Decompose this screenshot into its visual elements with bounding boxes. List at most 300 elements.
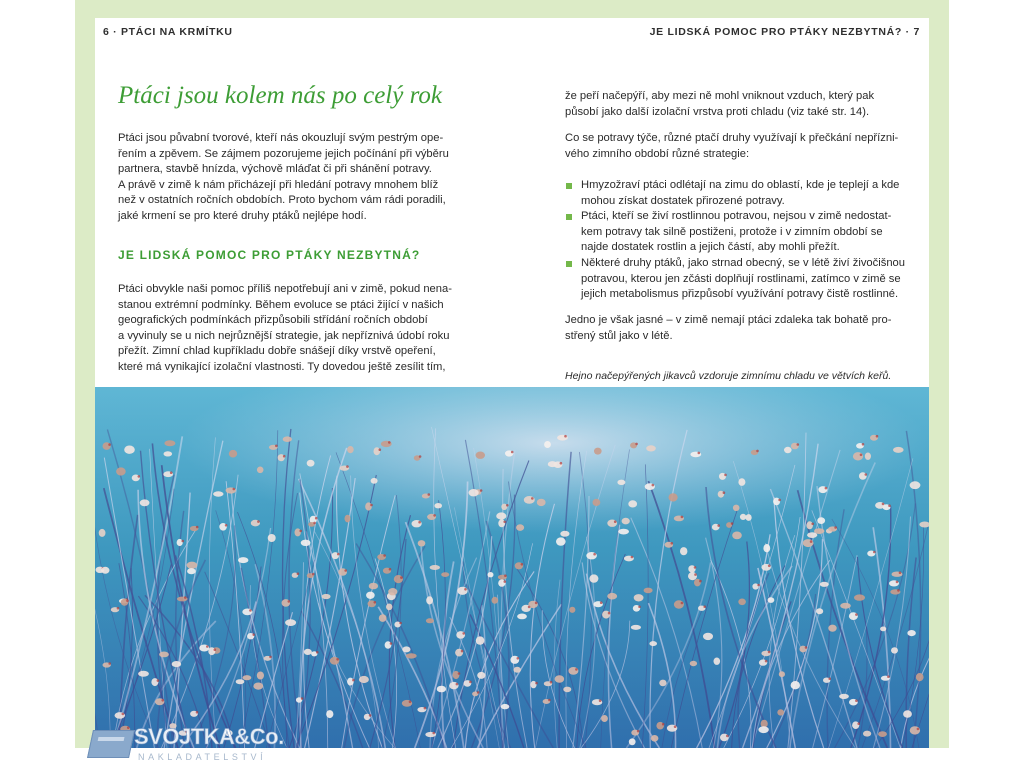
bird <box>492 597 499 604</box>
bird <box>680 547 687 555</box>
bird-face <box>825 487 828 490</box>
text-line: Ptáci jsou půvabní tvorové, kteří nás okouzlují svým pestrým ope- <box>118 132 444 144</box>
bird-face <box>206 645 209 648</box>
bird <box>589 574 598 582</box>
bird <box>649 641 657 646</box>
text-line: Ptáci obvykle naši pomoc příliš nepotřebují ani v zimě, pokud nena- <box>118 283 452 295</box>
bird-face <box>352 679 355 682</box>
bird <box>268 534 276 542</box>
bird <box>426 596 433 604</box>
bird-face <box>528 606 531 609</box>
bird-face <box>336 658 339 661</box>
publisher-name: SVOJTKA&Co. <box>134 724 284 749</box>
bird-face <box>703 605 706 608</box>
bird <box>345 515 351 523</box>
bird-face <box>860 454 863 457</box>
bird-face <box>456 683 459 686</box>
bird-face <box>855 613 858 616</box>
bird-face <box>765 660 768 663</box>
bird-face <box>564 435 567 438</box>
bird <box>733 505 740 511</box>
bird <box>777 709 784 715</box>
bird <box>891 647 898 653</box>
bird-face <box>504 580 507 583</box>
text-line: potravou, kterou jen zčásti doplňují rostlinami, zatímco v zimě se <box>581 272 901 285</box>
bird-face <box>196 711 199 714</box>
bird-face <box>214 648 217 651</box>
bird-face <box>828 677 831 680</box>
text-line: najde dostatek rostlin a jejich částí, aby mohli přežít. <box>581 241 840 254</box>
bird <box>477 672 485 679</box>
bird-face <box>897 589 900 592</box>
bird <box>457 587 467 595</box>
bird <box>151 678 158 686</box>
bird-face <box>299 530 302 533</box>
bird-face <box>117 607 120 610</box>
bird <box>560 531 569 537</box>
bird-face <box>855 699 858 702</box>
bird-face <box>257 520 260 523</box>
text-line: Hmyzožraví ptáci odlétají na zimu do oblastí, kde je teplejí a kde <box>581 179 900 191</box>
left-running-head: 6 · PTÁCI NA KRMÍTKU <box>103 26 233 38</box>
bird-face <box>275 445 278 448</box>
bird <box>828 625 836 632</box>
bird-face <box>252 633 255 636</box>
bird-face <box>535 682 538 685</box>
bird <box>524 496 535 504</box>
bird <box>187 568 196 574</box>
bird-face <box>469 681 472 684</box>
bird <box>418 540 426 546</box>
bird <box>690 661 697 666</box>
bird <box>426 618 434 623</box>
bird <box>556 537 566 545</box>
publisher-logo <box>78 720 284 768</box>
bird <box>740 514 746 520</box>
bird <box>537 499 546 506</box>
bird-face <box>638 606 641 609</box>
bird <box>555 675 565 682</box>
bird-face <box>389 568 392 571</box>
bird <box>738 599 746 606</box>
bird-face <box>409 701 412 704</box>
bird-face <box>383 554 386 557</box>
bird-face <box>428 493 431 496</box>
bird <box>257 467 264 474</box>
bird-face <box>548 699 551 702</box>
intro-paragraph <box>118 131 449 225</box>
text-line: které má vynikající izolační vlastnosti. Ty dovedou ještě zesílit tím, <box>118 360 446 373</box>
bird <box>732 532 742 540</box>
bird <box>510 656 519 664</box>
bird <box>617 480 625 485</box>
bird <box>116 467 126 475</box>
bird <box>159 652 169 658</box>
bird <box>594 448 602 455</box>
bird <box>295 528 301 536</box>
text-line: řením a zpěvem. Se zájmem pozorujeme jejich počínání při výběru <box>118 147 449 160</box>
bird-face <box>674 725 677 728</box>
bird <box>622 518 630 525</box>
bird <box>791 681 800 689</box>
text-line: a vyvinuly se u nich nejrůznější strategie, jak nepříznivá údobí roku <box>118 329 450 342</box>
bird <box>631 625 641 630</box>
bird <box>124 446 135 454</box>
bird <box>208 647 215 655</box>
bird <box>563 687 571 693</box>
bird-face <box>399 622 402 625</box>
text-line: jaké krmení se pro které druhy ptáků nejlépe hodí. <box>118 209 367 222</box>
bird-face <box>887 675 890 678</box>
text-line: kem potravy tak silně postiženi, protože i v zimním období se <box>581 225 883 238</box>
bird <box>394 575 403 583</box>
bird <box>586 552 597 559</box>
bird-face <box>857 722 860 725</box>
bird-face <box>797 443 800 446</box>
bullet-square-icon <box>566 183 572 189</box>
text-line: než v ostatních ročních obdobích. Proto bychom vám rádi poradili, <box>118 194 446 207</box>
bird-face <box>269 656 272 659</box>
bird <box>359 676 369 683</box>
bird-face <box>233 488 236 491</box>
bird-face <box>778 499 781 502</box>
bird-face <box>504 574 507 577</box>
bird-face <box>374 601 377 604</box>
bird-face <box>511 451 514 454</box>
bird-face <box>882 503 885 506</box>
bird-face <box>126 600 129 603</box>
bullet-item <box>565 256 905 303</box>
bird-face <box>896 581 899 584</box>
text-line: partnera, stavbě hnízda, výchově mláďat či při shánění potravy. <box>118 163 432 176</box>
bird <box>893 447 904 453</box>
text-line: vého zimního období různé strategie: <box>565 147 750 160</box>
bird <box>593 499 601 506</box>
bird-face <box>477 691 480 694</box>
bird <box>763 544 770 552</box>
bird <box>138 671 149 677</box>
bird <box>602 611 610 619</box>
photo-illustration <box>95 387 929 748</box>
bird-face <box>288 600 291 603</box>
bird-face <box>531 497 534 500</box>
bird-face <box>681 602 684 605</box>
bird-face <box>757 584 760 587</box>
bird <box>916 673 924 681</box>
bird <box>820 582 829 587</box>
bird <box>322 594 331 599</box>
text-line: jejich metabolismus přizpůsobí využívání potravy čistě rostlinné. <box>581 288 899 301</box>
bird <box>253 683 263 690</box>
text-line: geografických podmínkách přizpůsobili střídání ročních období <box>118 314 428 327</box>
bird-face <box>283 455 286 458</box>
shrub-shade <box>95 387 929 748</box>
bird-face <box>458 672 461 675</box>
bird <box>301 540 311 546</box>
bird <box>607 593 617 600</box>
bird-face <box>369 714 372 717</box>
bird <box>878 731 887 737</box>
bird <box>629 738 636 745</box>
bird-face <box>608 612 611 615</box>
bird-face <box>379 448 382 451</box>
bird <box>628 500 637 507</box>
bird-face <box>184 596 187 599</box>
bird <box>784 447 792 453</box>
bird <box>386 604 392 611</box>
bird <box>644 588 653 594</box>
bird <box>243 675 252 680</box>
bullet-square-icon <box>566 214 572 220</box>
bird-face <box>400 576 403 579</box>
bird-face <box>138 475 141 478</box>
bird <box>379 614 387 622</box>
bird-face <box>461 650 464 653</box>
winter-birds-photo <box>95 387 929 748</box>
bird <box>374 447 381 455</box>
bird <box>601 715 608 722</box>
right-running-head: JE LIDSKÁ POMOC PRO PTÁKY NEZBYTNÁ? · 7 <box>649 26 920 38</box>
bird-face <box>614 520 617 523</box>
bird-face <box>698 452 701 455</box>
bird <box>880 627 886 632</box>
bird <box>406 653 417 658</box>
bird-face <box>418 521 421 524</box>
bird <box>229 450 237 458</box>
bird <box>402 646 410 652</box>
bird <box>910 726 920 734</box>
body-paragraph <box>118 282 452 376</box>
bird <box>651 735 659 742</box>
photo-caption: Hejno načepýřených jikavců vzdoruje zimnímu chladu ve větvích keřů. <box>565 370 892 382</box>
strategy-bullet-list <box>565 178 905 303</box>
bird <box>476 636 485 644</box>
bird-face <box>810 540 813 543</box>
bird <box>488 572 494 577</box>
bird <box>99 529 106 537</box>
bird-face <box>432 732 435 735</box>
bird-face <box>550 681 553 684</box>
bird <box>703 633 713 640</box>
bird <box>430 565 440 570</box>
bird-face <box>503 521 506 524</box>
bird-face <box>726 735 729 738</box>
bird-face <box>768 565 771 568</box>
bird <box>907 630 915 636</box>
bird <box>469 489 479 496</box>
bird-face <box>388 441 391 444</box>
bird-face <box>390 642 393 645</box>
bird <box>164 440 175 446</box>
bird-face <box>731 522 734 525</box>
text-line: Ptáci, kteří se živí rostlinnou potravou, nejsou v zimě nedostat- <box>581 210 892 223</box>
bird-face <box>811 523 814 526</box>
bird-face <box>876 435 879 438</box>
bird <box>694 579 701 587</box>
logo-mark-icon <box>87 730 135 758</box>
bird-face <box>637 730 640 733</box>
bird <box>646 445 656 451</box>
bird-face <box>834 526 837 529</box>
bird-face <box>873 551 876 554</box>
bird-face <box>635 443 638 446</box>
bird <box>283 436 292 442</box>
text-line: přežít. Zimní chlad kupříkladu dobře snášejí díky vrstvě opeření, <box>118 345 436 358</box>
bird-face <box>521 563 524 566</box>
bird <box>618 529 629 535</box>
bird <box>347 678 354 686</box>
bird-face <box>768 651 771 654</box>
bird <box>669 493 678 501</box>
bird-face <box>108 662 111 665</box>
bird-face <box>249 609 252 612</box>
bird-face <box>517 657 520 660</box>
bird-face <box>600 601 603 604</box>
bird <box>544 441 551 448</box>
conclusion-paragraph <box>565 313 891 344</box>
bird-face <box>346 465 349 468</box>
bird-face <box>419 455 422 458</box>
bird-face <box>724 474 727 477</box>
publisher-subtitle: NAKLADATELSTVÍ <box>138 752 267 762</box>
bird-face <box>805 646 808 649</box>
bird-face <box>652 484 655 487</box>
bird <box>514 667 521 673</box>
bird <box>688 572 697 580</box>
bird-face <box>699 580 702 583</box>
bird-face <box>662 723 665 726</box>
bird-face <box>297 572 300 575</box>
bird-face <box>462 632 465 635</box>
bird-face <box>723 491 726 494</box>
bird <box>164 451 173 456</box>
bird <box>569 607 575 613</box>
continuation-paragraph <box>565 89 874 120</box>
bird-face <box>631 556 634 559</box>
text-line: že peří načepýří, aby mezi ně mohl vniknout vzduch, který pak <box>565 90 875 102</box>
bird-face <box>157 679 160 682</box>
bird <box>496 512 506 519</box>
bird-face <box>344 569 347 572</box>
bird-face <box>337 553 340 556</box>
bird-face <box>433 514 436 517</box>
bird <box>530 681 536 688</box>
bird-face <box>122 713 125 716</box>
bird <box>236 679 245 684</box>
bird-face <box>464 588 467 591</box>
bird-face <box>108 443 111 446</box>
bird-face <box>888 504 891 507</box>
bird <box>903 710 912 718</box>
text-line: střený stůl jako v létě. <box>565 329 673 342</box>
bullet-item <box>565 178 905 209</box>
bird <box>807 532 817 538</box>
bird <box>910 481 921 489</box>
bird <box>803 539 814 547</box>
bird <box>674 600 684 608</box>
bird-face <box>756 450 759 453</box>
bird-face <box>671 542 674 545</box>
bird <box>172 661 181 667</box>
bird-face <box>313 522 316 525</box>
bird-face <box>599 699 602 702</box>
chapter-title: Ptáci jsou kolem nás po celý rok <box>118 82 442 109</box>
bird <box>437 686 446 693</box>
bird-face <box>560 462 563 465</box>
bird-face <box>694 573 697 576</box>
bird <box>498 519 505 527</box>
bird <box>388 588 397 595</box>
bird-face <box>196 526 199 529</box>
bird <box>853 452 863 460</box>
bird <box>816 608 823 614</box>
bird-face <box>315 517 318 520</box>
bird <box>516 524 524 531</box>
bird-face <box>161 699 164 702</box>
bird <box>758 726 768 733</box>
bird <box>453 671 460 679</box>
bird <box>865 453 871 460</box>
bird-face <box>225 524 228 527</box>
bird-face <box>170 471 173 474</box>
text-line: A právě v zimě k nám přicházejí při hledání potravy mnohem blíž <box>118 178 439 191</box>
bird <box>517 614 527 620</box>
bird-face <box>301 697 304 700</box>
bird <box>863 731 871 737</box>
bird <box>476 452 485 459</box>
bird <box>634 594 644 601</box>
bird <box>768 597 775 603</box>
bird <box>779 671 785 677</box>
section-heading: JE LIDSKÁ POMOC PRO PTÁKY NEZBYTNÁ? <box>118 248 421 262</box>
bird-face <box>575 668 578 671</box>
bird <box>659 680 666 687</box>
bird <box>285 619 296 626</box>
bird <box>101 567 109 574</box>
bird-face <box>506 504 509 507</box>
bird <box>366 592 375 599</box>
bird <box>369 583 378 590</box>
bird <box>434 503 442 508</box>
text-line: Co se potravy týče, různé ptačí druhy využívají k přečkání nepřízni- <box>565 132 899 144</box>
bird <box>839 694 849 699</box>
bird <box>501 704 510 709</box>
bird-face <box>717 524 720 527</box>
bird <box>304 649 312 655</box>
bird <box>854 594 865 600</box>
text-line: Jedno je však jasné – v zimě nemají ptáci zdaleka tak bohatě pro- <box>565 314 892 326</box>
bird <box>441 572 449 577</box>
bird <box>806 521 813 529</box>
text-line: působí jako další izolační vrstva proti chladu (viz také str. 14). <box>565 105 870 118</box>
bird-face <box>312 573 315 576</box>
text-line: stanou extrémní podmínky. Během evoluce se ptáci žijící v našich <box>118 298 444 311</box>
bird <box>738 478 745 486</box>
bird <box>238 557 248 563</box>
bird-face <box>316 651 319 654</box>
bird <box>326 710 333 718</box>
bird <box>746 514 752 521</box>
bird <box>140 499 150 506</box>
text-line: mohou získat dostatek přirozené potravy. <box>581 194 785 207</box>
bird-face <box>424 707 427 710</box>
bird <box>187 562 198 569</box>
bird-face <box>862 443 865 446</box>
bird <box>365 502 372 510</box>
bird-face <box>681 516 684 519</box>
bird-face <box>181 540 184 543</box>
bird-face <box>917 728 920 731</box>
